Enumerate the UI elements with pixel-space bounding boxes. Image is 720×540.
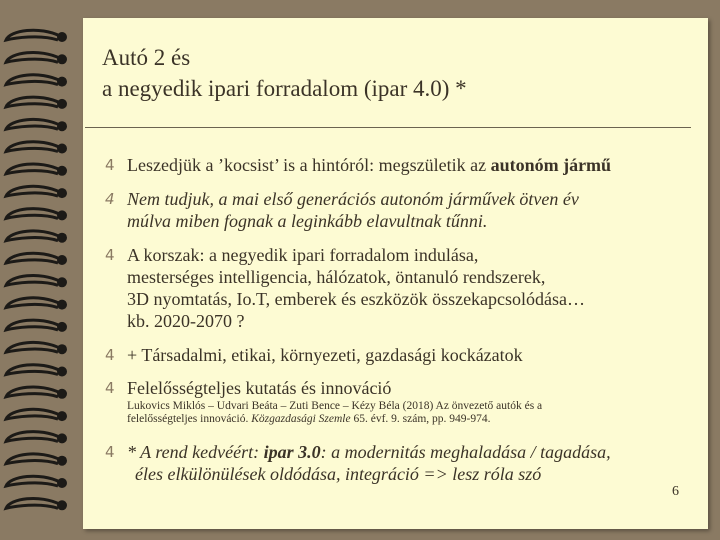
citation-line-1: Lukovics Miklós – Udvari Beáta – Zuti Bence – Kézy Béla (2018) Az önvezető autók és a (127, 400, 543, 412)
bullet-marker-icon: 4 (105, 379, 115, 397)
spiral-hole (57, 210, 67, 220)
spiral-ring (6, 342, 60, 352)
spiral-ring (6, 409, 60, 419)
citation (127, 400, 647, 426)
spiral-ring (6, 53, 60, 63)
bullet-marker-icon: 4 (105, 190, 115, 208)
title-line-1: Autó 2 és (102, 45, 191, 70)
spiral-hole (57, 389, 67, 399)
bullet-text: mesterséges intelligencia, hálózatok, öntanuló rendszerek, (127, 267, 546, 287)
spiral-ring (6, 476, 60, 486)
title-divider (85, 127, 691, 128)
spiral-hole (57, 344, 67, 354)
bullet-marker-icon: 4 (105, 156, 115, 174)
spiral-hole (57, 54, 67, 64)
bullet-text: + Társadalmi, etikai, környezeti, gazdasági kockázatok (127, 345, 523, 365)
spiral-ring (6, 365, 60, 375)
bullet-text: 3D nyomtatás, Io.T, emberek és eszközök összekapcsolódása… (127, 289, 586, 309)
spiral-hole (57, 32, 67, 42)
spiral-ring (6, 454, 60, 464)
title-line-2: a negyedik ipari forradalom (ipar 4.0) * (102, 76, 467, 101)
spiral-ring (6, 499, 60, 509)
bullet-text: Felelősségteljes kutatás és innováció (127, 378, 392, 398)
bullet-marker-icon: 4 (105, 346, 115, 364)
spiral-hole (57, 166, 67, 176)
bullet-text: * A rend kedvéért: (127, 442, 264, 462)
spiral-ring (6, 142, 60, 152)
spiral-ring (6, 253, 60, 263)
spiral-ring (6, 432, 60, 442)
citation-line-2-start: felelősségteljes innováció. (127, 413, 252, 425)
spiral-ring (6, 75, 60, 85)
bullet-text: Leszedjük a ’kocsist’ is a hintóról: megszületik az (127, 155, 491, 175)
spiral-ring (6, 164, 60, 174)
spiral-ring (6, 119, 60, 129)
spiral-hole (57, 456, 67, 466)
bullet-text: : a modernitás meghaladása / tagadása, (320, 442, 611, 462)
citation-journal: Közgazdasági Szemle (251, 413, 351, 425)
page-number: 6 (672, 484, 679, 499)
spiral-ring (6, 231, 60, 241)
spiral-ring (6, 186, 60, 196)
spiral-hole (57, 233, 67, 243)
bullet-marker-icon: 4 (105, 246, 115, 264)
bullet-text: kb. 2020-2070 ? (127, 311, 245, 331)
spiral-ring (6, 209, 60, 219)
spiral-hole (57, 77, 67, 87)
spiral-binding-icon (0, 0, 90, 540)
spiral-hole (57, 433, 67, 443)
spiral-hole (57, 411, 67, 421)
spiral-hole (57, 144, 67, 154)
spiral-ring (6, 30, 60, 40)
spiral-hole (57, 255, 67, 265)
page-title (102, 42, 467, 104)
spiral-ring (6, 276, 60, 286)
spiral-hole (57, 322, 67, 332)
spiral-hole (57, 500, 67, 510)
bullet-text: Nem tudjuk, a mai első generációs autonóm járművek ötven év (127, 189, 579, 209)
spiral-hole (57, 99, 67, 109)
spiral-ring (6, 387, 60, 397)
bullet-bold-text: ipar 3.0 (263, 442, 321, 462)
bullet-bold-text: autonóm jármű (490, 155, 612, 175)
spiral-hole (57, 121, 67, 131)
bullet-text: A korszak: a negyedik ipari forradalom indulása, (127, 245, 479, 265)
spiral-hole (57, 367, 67, 377)
spiral-ring (6, 97, 60, 107)
bullet-text: múlva miben fognak a leginkább elavultnak tűnni. (127, 211, 488, 231)
citation-line-2-end: 65. évf. 9. szám, pp. 949-974. (350, 413, 491, 425)
spiral-ring (6, 298, 60, 308)
spiral-hole (57, 300, 67, 310)
spiral-ring (6, 320, 60, 330)
spiral-hole (57, 277, 67, 287)
spiral-hole (57, 188, 67, 198)
bullet-text: éles elkülönülések oldódása, integráció => lesz róla szó (135, 464, 542, 484)
bullet-marker-icon: 4 (105, 443, 115, 461)
spiral-hole (57, 478, 67, 488)
